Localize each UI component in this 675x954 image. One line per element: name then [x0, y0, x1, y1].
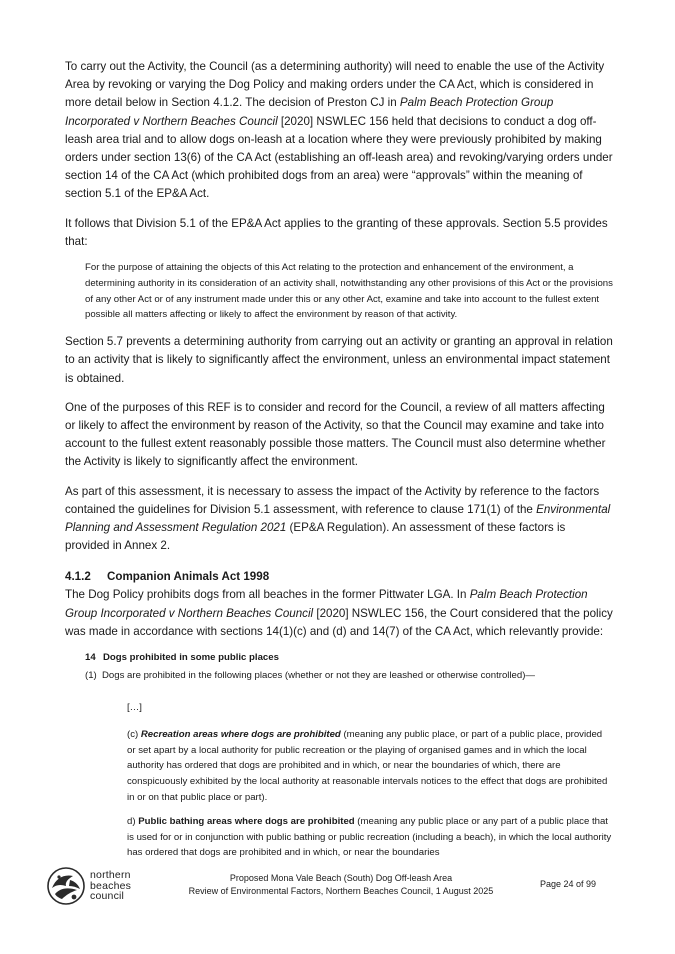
paragraph-text: As part of this assessment, it is necessary to assess the impact of the Activity by reference to the factors contained the guidelines for Division 5.1 assessment, with reference to clause 171(1) of the — [65, 484, 600, 516]
footer-document-title — [186, 872, 496, 898]
legislation-extract — [85, 650, 613, 861]
paragraph-dog-policy — [65, 586, 613, 641]
paragraph-ref-purpose: One of the purposes of this REF is to consider and record for the Council, a review of all matters affecting or likely to affect the environment by reason of the Activity, so that the Council may examine and take into account to the fullest extent reasonably possible those matters. The Council must also determine whether the Activity is likely to significantly affect the environment. — [65, 400, 606, 469]
section-title: Companion Animals Act 1998 — [107, 570, 270, 584]
page-footer — [0, 864, 675, 914]
logo-text: northern beaches council — [90, 869, 132, 902]
section-number: 4.1.2 — [65, 570, 91, 584]
footer-title-line: Proposed Mona Vale Beach (South) Dog Off-leash Area — [229, 873, 453, 883]
footer-subtitle-line: Review of Environmental Factors, Northern Beaches Council, 1 August 2025 — [188, 886, 494, 896]
legislation-section-name: Dogs prohibited in some public places — [103, 652, 279, 664]
paragraph-text: (meaning any public place, or part of a public place, provided or set apart by a local authority for public recreation or the playing of organised games and in which the local authority has ordered that dogs are prohibited and in which, or near the boundaries of which, there are conspicuously exhibited by the local authority at reasonable intervals notices to the effect that dogs are prohibited in or on that public place or part). — [127, 728, 608, 804]
section-heading — [65, 568, 613, 586]
paragraph-text: [2020] NSWLEC 156, the Court considered that the policy was made in accordance with sections 14(1)(c) and (d) and 14(7) of the CA Act, which relevantly provide: — [65, 606, 613, 638]
subsection-text: Dogs are prohibited in the following places (whether or not they are leashed or otherwise controlled)— — [102, 670, 536, 682]
defined-term: Recreation areas where dogs are prohibited — [140, 728, 341, 740]
block-quote — [85, 260, 613, 323]
paragraph-text: The Dog Policy prohibits dogs from all beaches in the former Pittwater LGA. In — [65, 588, 470, 602]
legislation-paragraph-d — [127, 814, 613, 861]
legislation-section-title — [85, 650, 613, 665]
page-content — [65, 58, 613, 861]
paragraph-text: To carry out the Activity, the Council (as a determining authority) will need to enable the use of the Activity Area by revoking or varying the Dog Policy and making orders under the CA Act, which is considered in more detail below in Section 4.1.2. The decision of Preston CJ in — [65, 60, 605, 110]
paragraph-text: [2020] NSWLEC 156 held that decisions to conduct a dog off-leash area trial and to allow dogs on-leash at a location where they were previously prohibited by making orders under section 13(6) of the CA Act (establishing an off-leash area) and revoking/varying orders under section 14 of the CA Act (which prohibited dogs from an area) were “approvals” within the meaning of section 5.1 of the EP&A Act. — [65, 114, 613, 201]
paragraph-assessment — [65, 483, 613, 556]
ellipsis: […] — [127, 702, 142, 714]
paragraph-division-5-1: It follows that Division 5.1 of the EP&A Act applies to the granting of these approvals. Section 5.5 provides that: — [65, 216, 608, 248]
regulation-name: Environmental Planning and Assessment Regulation 2021 — [65, 502, 611, 535]
subsection-label: (1) — [85, 670, 97, 682]
legislation-paragraphs — [127, 700, 613, 861]
case-name: Palm Beach Protection Group Incorporated v Northern Beaches Council — [65, 588, 588, 620]
page-number: Page 24 of 99 — [540, 879, 597, 889]
paragraph-text: (meaning any public place or any part of a public place that is used for or in conjunction with public bathing or public recreation (including a beach), in which the local authority has ordered that dogs are prohibited and in which, or near the boundaries — [127, 815, 612, 859]
paragraph-section-5-7: Section 5.7 prevents a determining authority from carrying out an activity or granting an approval in relation to an activity that is likely to significantly affect the environment, unless an environmental impact statement is obtained. — [65, 335, 613, 385]
paragraph-text: (EP&A Regulation). An assessment of these factors is provided in Annex 2. — [65, 521, 566, 553]
paragraph-label: (c) — [127, 728, 141, 740]
case-name: Palm Beach Protection Group Incorporated v Northern Beaches Council — [65, 96, 554, 128]
quote-section-5-5: For the purpose of attaining the objects of this Act relating to the protection and enhancement of the environment, a determining authority in its consideration of an activity shall, notwithstanding any other provisions of this Act or the provisions of any other Act or of any instrument made under this or any other Act, examine and take into account to the fullest extent possible all matters affecting or likely to affect the environment by reason of that activity. — [85, 262, 613, 321]
legislation-paragraph-c — [127, 727, 613, 806]
legislation-subsection-1 — [85, 668, 613, 683]
northern-beaches-logo-icon — [46, 866, 86, 906]
paragraph-approvals — [65, 58, 613, 204]
paragraph-label: d) — [127, 815, 139, 827]
defined-term: Public bathing areas where dogs are prohibited — [138, 815, 355, 827]
legislation-section-number: 14 — [85, 652, 96, 664]
